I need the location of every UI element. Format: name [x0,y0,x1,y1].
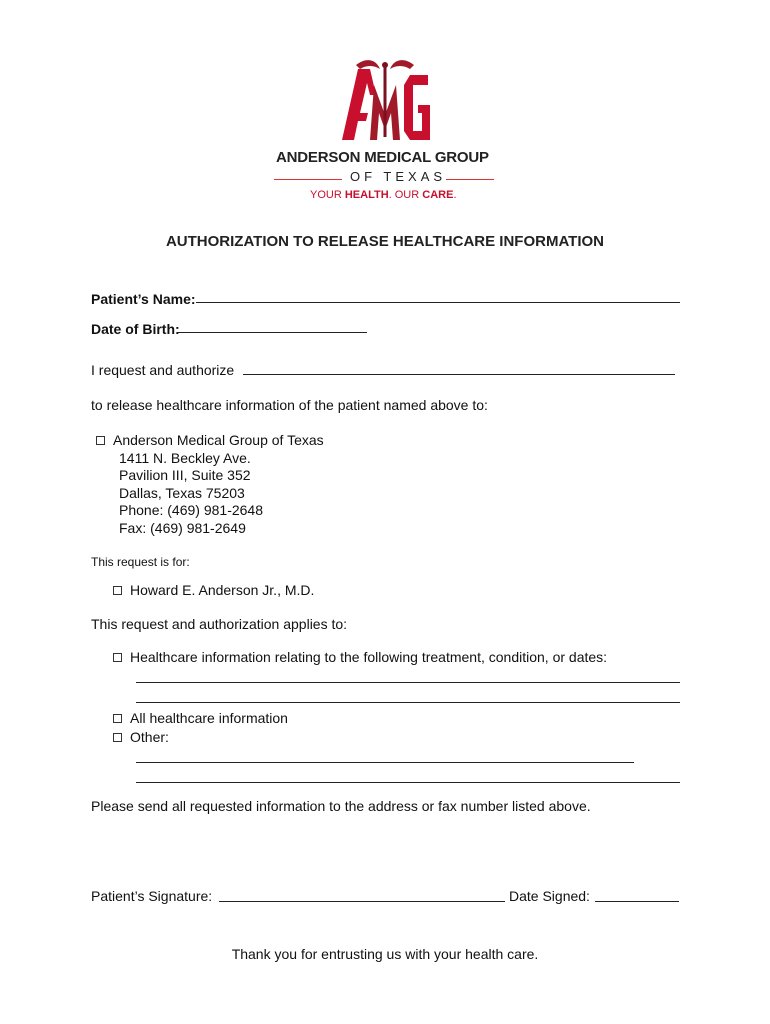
send-note: Please send all requested information to the address or fax number listed above. [91,798,591,814]
treatment-line-1[interactable] [136,682,680,683]
recipient-fax: Fax: (469) 981-2649 [119,520,246,536]
applies-to-label: This request and authorization applies to: [91,616,348,632]
recipient-address2: Pavilion III, Suite 352 [119,467,251,483]
recipient-checkbox-row [96,431,324,449]
other-option-label: Other: [130,729,169,745]
recipient-checkbox[interactable] [96,436,105,445]
other-line-2[interactable] [136,782,680,783]
signature-field[interactable] [219,901,505,902]
logo-left-rule [274,179,342,180]
other-option-row [113,728,169,746]
signature-label: Patient’s Signature: [91,888,213,904]
all-info-option-row [113,709,288,727]
recipient-address1: 1411 N. Beckley Ave. [119,450,251,466]
footer-thanks: Thank you for entrusting us with your health care. [231,946,539,962]
amg-monogram-logo [270,55,500,147]
treatment-option-label: Healthcare information relating to the following treatment, condition, or dates: [130,649,608,665]
logo-right-rule [446,179,494,180]
authorize-label: I request and authorize [91,362,235,378]
doctor-name: Howard E. Anderson Jr., M.D. [130,582,315,598]
doctor-checkbox-row [113,581,314,599]
all-info-option-label: All healthcare information [130,710,288,726]
all-info-checkbox[interactable] [113,714,122,723]
recipient-phone: Phone: (469) 981-2648 [119,502,263,518]
logo-subtitle: OF TEXAS [350,169,447,184]
logo-company-name: ANDERSON MEDICAL GROUP [276,149,489,166]
dob-label: Date of Birth: [91,321,180,337]
recipient-city: Dallas, Texas 75203 [119,485,245,501]
recipient-name: Anderson Medical Group of Texas [113,432,324,448]
document-title: AUTHORIZATION TO RELEASE HEALTHCARE INFORMATION [165,233,605,250]
release-to-text: to release healthcare information of the patient named above to: [91,397,488,413]
logo-tagline: YOUR HEALTH. OUR CARE. [310,189,457,201]
patient-name-field[interactable] [196,302,680,303]
request-for-label: This request is for: [91,555,190,569]
treatment-checkbox[interactable] [113,653,122,662]
authorize-party-field[interactable] [243,374,675,375]
date-signed-label: Date Signed: [509,888,590,904]
treatment-line-2[interactable] [136,702,680,703]
patient-name-label: Patient’s Name: [91,291,196,307]
dob-field[interactable] [177,332,367,333]
other-line-1[interactable] [136,762,634,763]
logo [270,55,500,205]
doctor-checkbox[interactable] [113,586,122,595]
other-checkbox[interactable] [113,733,122,742]
date-signed-field[interactable] [595,901,679,902]
treatment-option-row [113,648,607,666]
